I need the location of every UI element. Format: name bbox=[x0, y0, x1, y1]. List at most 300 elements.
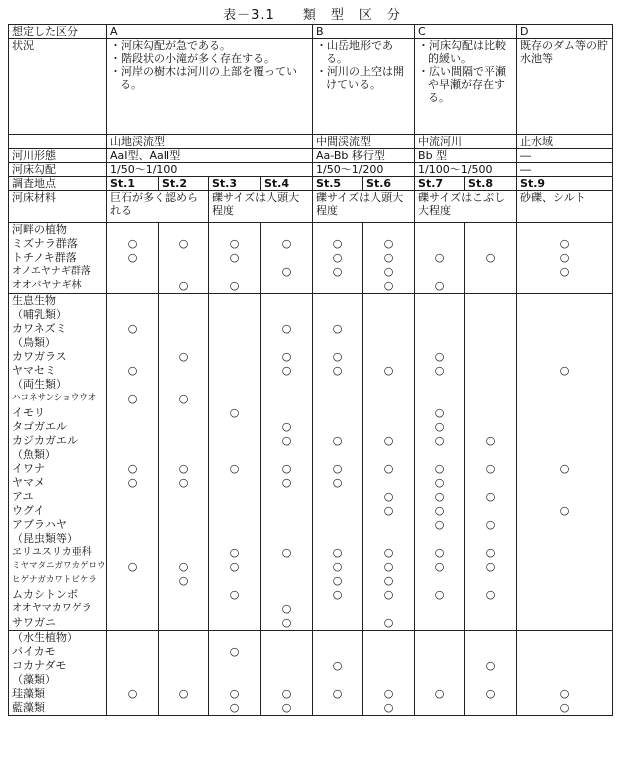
presence-mark: ○ bbox=[383, 701, 394, 714]
station-cell: St.2 bbox=[159, 177, 209, 191]
station-cell: St.7 bbox=[415, 177, 465, 191]
presence-mark bbox=[520, 223, 609, 237]
presence-mark bbox=[162, 588, 205, 602]
species-section bbox=[9, 223, 613, 294]
presence-mark bbox=[520, 560, 609, 574]
presence-mark bbox=[316, 336, 359, 350]
presence-mark bbox=[110, 602, 155, 616]
presence-mark bbox=[162, 673, 205, 687]
presence-mark bbox=[520, 406, 609, 420]
material-a1: 巨石が多く認められる bbox=[107, 191, 209, 223]
presence-mark bbox=[162, 265, 205, 279]
presence-mark bbox=[468, 574, 513, 588]
presence-mark: ○ bbox=[332, 364, 343, 377]
presence-mark: ○ bbox=[281, 364, 292, 377]
species-name: ヒゲナガカワトビケラ bbox=[12, 575, 97, 585]
presence-mark bbox=[418, 631, 461, 645]
presence-mark bbox=[520, 350, 609, 364]
presence-mark: ○ bbox=[127, 364, 138, 377]
presence-mark: ○ bbox=[229, 251, 240, 264]
station-column bbox=[465, 631, 517, 716]
presence-mark: ○ bbox=[332, 237, 343, 250]
presence-mark: ○ bbox=[229, 701, 240, 714]
presence-mark: ○ bbox=[434, 434, 445, 447]
presence-mark bbox=[366, 378, 411, 392]
presence-mark: ○ bbox=[127, 560, 138, 573]
presence-mark bbox=[418, 336, 461, 350]
form-b: Aa-Bb 移行型 bbox=[313, 149, 415, 163]
presence-mark bbox=[468, 322, 513, 336]
presence-mark bbox=[162, 701, 205, 715]
presence-mark: ○ bbox=[178, 574, 189, 587]
presence-mark: ○ bbox=[127, 462, 138, 475]
species-name: ムカシトンボ bbox=[12, 588, 78, 601]
station-column bbox=[159, 294, 209, 631]
presence-mark bbox=[366, 673, 411, 687]
presence-mark bbox=[520, 448, 609, 462]
presence-mark: ○ bbox=[434, 364, 445, 377]
presence-mark: ○ bbox=[559, 687, 570, 700]
presence-mark: ○ bbox=[127, 392, 138, 405]
presence-mark: ○ bbox=[229, 588, 240, 601]
presence-mark bbox=[110, 336, 155, 350]
presence-mark bbox=[366, 223, 411, 237]
species-name: サワガニ bbox=[12, 616, 56, 629]
presence-mark: ○ bbox=[485, 659, 496, 672]
presence-mark bbox=[468, 350, 513, 364]
presence-mark: ○ bbox=[281, 462, 292, 475]
presence-mark bbox=[162, 532, 205, 546]
presence-mark bbox=[162, 336, 205, 350]
presence-mark bbox=[468, 378, 513, 392]
species-name: オオバヤナギ林 bbox=[12, 280, 82, 291]
presence-mark: ○ bbox=[383, 265, 394, 278]
presence-mark bbox=[468, 265, 513, 279]
presence-mark bbox=[110, 294, 155, 308]
presence-mark bbox=[212, 364, 257, 378]
presence-mark bbox=[418, 616, 461, 630]
presence-mark: ○ bbox=[434, 350, 445, 363]
presence-mark bbox=[520, 279, 609, 293]
material-b: 礫サイズは人頭大程度 bbox=[313, 191, 415, 223]
presence-mark bbox=[264, 392, 309, 406]
presence-mark bbox=[212, 504, 257, 518]
species-name: カジカガエル bbox=[12, 434, 78, 447]
station-cell: St.4 bbox=[261, 177, 313, 191]
presence-mark bbox=[212, 602, 257, 616]
presence-mark bbox=[162, 490, 205, 504]
species-name: （両生類） bbox=[12, 378, 67, 391]
header-label: 想定した区分 bbox=[9, 25, 107, 39]
presence-mark bbox=[110, 588, 155, 602]
presence-mark: ○ bbox=[559, 364, 570, 377]
presence-mark bbox=[212, 574, 257, 588]
presence-mark bbox=[110, 645, 155, 659]
presence-mark: ○ bbox=[383, 504, 394, 517]
presence-mark bbox=[110, 350, 155, 364]
form-row bbox=[9, 149, 613, 163]
presence-mark bbox=[366, 392, 411, 406]
presence-mark bbox=[520, 336, 609, 350]
presence-mark bbox=[212, 392, 257, 406]
presence-mark bbox=[418, 237, 461, 251]
presence-mark bbox=[162, 251, 205, 265]
presence-mark bbox=[520, 476, 609, 490]
presence-mark bbox=[212, 673, 257, 687]
presence-mark: ○ bbox=[383, 490, 394, 503]
presence-mark: ○ bbox=[383, 588, 394, 601]
presence-mark: ○ bbox=[229, 279, 240, 292]
presence-mark: ○ bbox=[281, 350, 292, 363]
presence-mark bbox=[366, 336, 411, 350]
species-name: トチノキ群落 bbox=[12, 251, 77, 264]
header-d: D bbox=[517, 25, 613, 39]
species-name: イモリ bbox=[12, 406, 45, 419]
type-row bbox=[9, 135, 613, 149]
presence-mark: ○ bbox=[485, 490, 496, 503]
presence-mark bbox=[418, 308, 461, 322]
presence-mark bbox=[264, 490, 309, 504]
presence-mark bbox=[366, 631, 411, 645]
species-name: カワガラス bbox=[12, 350, 67, 363]
species-name: （鳥類） bbox=[12, 336, 56, 349]
presence-mark: ○ bbox=[485, 251, 496, 264]
presence-mark bbox=[316, 631, 359, 645]
presence-mark: ○ bbox=[485, 588, 496, 601]
presence-mark bbox=[110, 616, 155, 630]
presence-mark bbox=[110, 420, 155, 434]
presence-mark bbox=[520, 616, 609, 630]
species-name: アユ bbox=[12, 490, 34, 503]
presence-mark bbox=[264, 406, 309, 420]
station-cell: St.9 bbox=[517, 177, 613, 191]
presence-mark bbox=[110, 434, 155, 448]
presence-mark bbox=[520, 518, 609, 532]
presence-mark: ○ bbox=[485, 518, 496, 531]
species-name: カワネズミ bbox=[12, 322, 67, 335]
presence-mark bbox=[162, 294, 205, 308]
presence-mark bbox=[316, 518, 359, 532]
presence-mark bbox=[520, 631, 609, 645]
form-label: 河川形態 bbox=[9, 149, 107, 163]
presence-mark: ○ bbox=[559, 265, 570, 278]
presence-mark: ○ bbox=[383, 687, 394, 700]
presence-mark bbox=[316, 490, 359, 504]
presence-mark: ○ bbox=[485, 560, 496, 573]
presence-mark bbox=[520, 659, 609, 673]
material-label: 河床材料 bbox=[9, 191, 107, 223]
presence-mark bbox=[162, 546, 205, 560]
presence-mark: ○ bbox=[434, 406, 445, 419]
presence-mark: ○ bbox=[229, 645, 240, 658]
presence-mark bbox=[162, 631, 205, 645]
presence-mark: ○ bbox=[178, 560, 189, 573]
presence-mark bbox=[418, 673, 461, 687]
presence-mark bbox=[162, 322, 205, 336]
presence-mark bbox=[366, 518, 411, 532]
species-name: アブラハヤ bbox=[12, 518, 67, 531]
presence-mark: ○ bbox=[332, 350, 343, 363]
presence-mark bbox=[212, 350, 257, 364]
presence-mark bbox=[316, 308, 359, 322]
presence-mark bbox=[212, 490, 257, 504]
species-name: 生息生物 bbox=[12, 294, 56, 307]
presence-mark bbox=[366, 476, 411, 490]
species-name: ミヤマタニガワカゲロウ bbox=[12, 561, 106, 571]
situation-row bbox=[9, 39, 613, 135]
presence-mark: ○ bbox=[485, 462, 496, 475]
station-column bbox=[107, 223, 159, 294]
presence-mark: ○ bbox=[332, 687, 343, 700]
presence-mark bbox=[366, 308, 411, 322]
presence-mark bbox=[264, 504, 309, 518]
presence-mark bbox=[110, 406, 155, 420]
form-d: ― bbox=[517, 149, 613, 163]
presence-mark bbox=[316, 645, 359, 659]
presence-mark: ○ bbox=[178, 476, 189, 489]
presence-mark: ○ bbox=[178, 350, 189, 363]
presence-mark bbox=[468, 392, 513, 406]
presence-mark bbox=[264, 308, 309, 322]
presence-mark bbox=[212, 631, 257, 645]
presence-mark: ○ bbox=[383, 574, 394, 587]
presence-mark: ○ bbox=[559, 701, 570, 714]
presence-mark: ○ bbox=[332, 265, 343, 278]
presence-mark bbox=[468, 504, 513, 518]
presence-mark bbox=[520, 294, 609, 308]
presence-mark bbox=[520, 434, 609, 448]
presence-mark bbox=[316, 616, 359, 630]
presence-mark: ○ bbox=[383, 560, 394, 573]
presence-mark: ○ bbox=[434, 420, 445, 433]
presence-mark bbox=[264, 560, 309, 574]
presence-mark bbox=[110, 265, 155, 279]
presence-mark bbox=[468, 616, 513, 630]
presence-mark bbox=[212, 223, 257, 237]
situation-a bbox=[107, 39, 313, 135]
species-name: ミズナラ群落 bbox=[12, 237, 78, 250]
presence-mark bbox=[110, 574, 155, 588]
species-name: オオヤマカワゲラ bbox=[12, 603, 92, 614]
species-name: （藻類） bbox=[12, 673, 56, 686]
presence-mark bbox=[418, 378, 461, 392]
type-c: 中流河川 bbox=[415, 135, 517, 149]
presence-mark bbox=[110, 546, 155, 560]
presence-mark bbox=[520, 574, 609, 588]
table-number: 表－3.1 bbox=[223, 8, 275, 23]
station-column bbox=[517, 294, 613, 631]
station-column bbox=[363, 631, 415, 716]
presence-mark bbox=[366, 448, 411, 462]
presence-mark bbox=[316, 223, 359, 237]
presence-mark bbox=[468, 420, 513, 434]
presence-mark: ○ bbox=[434, 560, 445, 573]
presence-mark bbox=[162, 378, 205, 392]
presence-mark: ○ bbox=[281, 687, 292, 700]
presence-mark bbox=[264, 448, 309, 462]
presence-mark bbox=[418, 392, 461, 406]
presence-mark: ○ bbox=[281, 476, 292, 489]
situation-c-line: ・河床勾配は比較的緩い。 bbox=[418, 39, 507, 65]
presence-mark: ○ bbox=[127, 687, 138, 700]
presence-mark bbox=[162, 504, 205, 518]
presence-mark: ○ bbox=[281, 546, 292, 559]
type-d: 止水域 bbox=[517, 135, 613, 149]
presence-mark: ○ bbox=[485, 546, 496, 559]
presence-mark: ○ bbox=[178, 279, 189, 292]
station-column bbox=[415, 631, 465, 716]
type-b: 中間渓流型 bbox=[313, 135, 415, 149]
station-column bbox=[363, 223, 415, 294]
station-column bbox=[159, 631, 209, 716]
presence-mark bbox=[316, 378, 359, 392]
presence-mark bbox=[520, 420, 609, 434]
presence-mark: ○ bbox=[559, 462, 570, 475]
presence-mark bbox=[110, 701, 155, 715]
presence-mark bbox=[110, 673, 155, 687]
presence-mark: ○ bbox=[229, 406, 240, 419]
presence-mark bbox=[366, 532, 411, 546]
type-a: 山地渓流型 bbox=[107, 135, 313, 149]
presence-mark bbox=[468, 476, 513, 490]
presence-mark bbox=[520, 392, 609, 406]
presence-mark bbox=[110, 518, 155, 532]
station-column bbox=[107, 631, 159, 716]
presence-mark bbox=[468, 223, 513, 237]
presence-mark bbox=[316, 420, 359, 434]
presence-mark: ○ bbox=[332, 560, 343, 573]
presence-mark: ○ bbox=[559, 504, 570, 517]
presence-mark bbox=[366, 645, 411, 659]
presence-mark bbox=[316, 532, 359, 546]
presence-mark bbox=[212, 308, 257, 322]
station-column bbox=[313, 294, 363, 631]
presence-mark bbox=[162, 406, 205, 420]
presence-mark bbox=[366, 659, 411, 673]
presence-mark: ○ bbox=[434, 546, 445, 559]
presence-mark bbox=[316, 294, 359, 308]
presence-mark bbox=[520, 546, 609, 560]
presence-mark bbox=[162, 420, 205, 434]
presence-mark: ○ bbox=[383, 434, 394, 447]
presence-mark bbox=[468, 279, 513, 293]
presence-mark bbox=[110, 631, 155, 645]
presence-mark bbox=[316, 448, 359, 462]
station-label: 調査地点 bbox=[9, 177, 107, 191]
station-cell: St.3 bbox=[209, 177, 261, 191]
presence-mark: ○ bbox=[383, 251, 394, 264]
presence-mark bbox=[468, 645, 513, 659]
presence-mark: ○ bbox=[127, 322, 138, 335]
slope-label: 河床勾配 bbox=[9, 163, 107, 177]
presence-mark: ○ bbox=[559, 251, 570, 264]
station-cell: St.8 bbox=[465, 177, 517, 191]
presence-mark: ○ bbox=[434, 588, 445, 601]
station-column bbox=[159, 223, 209, 294]
presence-mark bbox=[316, 406, 359, 420]
species-name: （魚類） bbox=[12, 448, 56, 461]
species-name: バイカモ bbox=[12, 645, 56, 658]
situation-c-line: ・広い間隔で平瀬や早瀬が存在する。 bbox=[418, 65, 507, 104]
presence-mark bbox=[468, 336, 513, 350]
station-column bbox=[465, 294, 517, 631]
station-cell: St.6 bbox=[363, 177, 415, 191]
presence-mark: ○ bbox=[229, 546, 240, 559]
station-column bbox=[517, 223, 613, 294]
presence-mark: ○ bbox=[434, 476, 445, 489]
species-name: オノエヤナギ群落 bbox=[12, 266, 91, 277]
presence-mark bbox=[212, 378, 257, 392]
slope-row bbox=[9, 163, 613, 177]
slope-a: 1/50～1/100 bbox=[107, 163, 313, 177]
slope-b: 1/50～1/200 bbox=[313, 163, 415, 177]
presence-mark: ○ bbox=[383, 279, 394, 292]
situation-c bbox=[415, 39, 517, 135]
presence-mark bbox=[468, 448, 513, 462]
presence-mark bbox=[520, 378, 609, 392]
presence-mark: ○ bbox=[332, 251, 343, 264]
presence-mark bbox=[418, 602, 461, 616]
presence-mark bbox=[366, 294, 411, 308]
presence-mark bbox=[520, 308, 609, 322]
presence-mark bbox=[212, 294, 257, 308]
header-c: C bbox=[415, 25, 517, 39]
species-name: コカナダモ bbox=[12, 659, 67, 672]
species-name: 河畔の植物 bbox=[12, 223, 67, 236]
presence-mark bbox=[212, 532, 257, 546]
presence-mark: ○ bbox=[229, 560, 240, 573]
presence-mark bbox=[418, 574, 461, 588]
header-b: B bbox=[313, 25, 415, 39]
presence-mark bbox=[110, 308, 155, 322]
station-cell: St.1 bbox=[107, 177, 159, 191]
presence-mark: ○ bbox=[383, 546, 394, 559]
presence-mark: ○ bbox=[127, 476, 138, 489]
presence-mark: ○ bbox=[281, 322, 292, 335]
presence-mark bbox=[264, 279, 309, 293]
presence-mark bbox=[212, 448, 257, 462]
presence-mark bbox=[110, 490, 155, 504]
presence-mark bbox=[520, 602, 609, 616]
station-column bbox=[415, 294, 465, 631]
presence-mark bbox=[418, 659, 461, 673]
presence-mark bbox=[264, 251, 309, 265]
species-list bbox=[9, 631, 107, 716]
presence-mark bbox=[366, 420, 411, 434]
species-name: イワナ bbox=[12, 462, 45, 475]
presence-mark bbox=[418, 645, 461, 659]
presence-mark: ○ bbox=[178, 462, 189, 475]
presence-mark: ○ bbox=[434, 251, 445, 264]
presence-mark: ○ bbox=[434, 518, 445, 531]
presence-mark bbox=[520, 322, 609, 336]
station-column bbox=[261, 294, 313, 631]
presence-mark bbox=[468, 364, 513, 378]
presence-mark bbox=[468, 237, 513, 251]
presence-mark bbox=[468, 406, 513, 420]
presence-mark bbox=[316, 279, 359, 293]
presence-mark bbox=[316, 392, 359, 406]
presence-mark bbox=[110, 378, 155, 392]
presence-mark bbox=[264, 673, 309, 687]
presence-mark bbox=[468, 602, 513, 616]
presence-mark bbox=[366, 350, 411, 364]
presence-mark bbox=[264, 574, 309, 588]
presence-mark bbox=[264, 336, 309, 350]
presence-mark bbox=[468, 532, 513, 546]
presence-mark bbox=[468, 701, 513, 715]
presence-mark: ○ bbox=[229, 462, 240, 475]
